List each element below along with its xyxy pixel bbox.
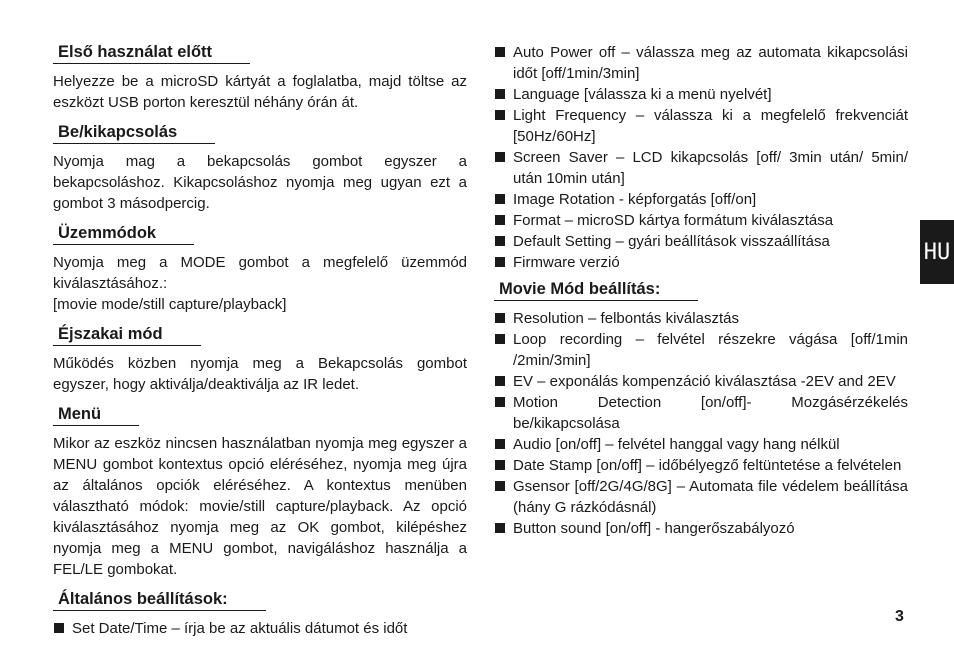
section-title-first-use: Első használat előtt — [53, 42, 250, 64]
list-item: Button sound [on/off] - hangerőszabályozó — [494, 518, 908, 539]
list-item: EV – exponálás kompenzáció kiválasztása -2EV and 2EV — [494, 371, 908, 392]
general-settings-list-left — [53, 618, 467, 639]
list-item: Loop recording – felvétel részekre vágása [off/1min /2min/3min] — [494, 329, 908, 371]
list-item: Set Date/Time – írja be az aktuális dátumot és időt — [53, 618, 467, 639]
language-tab: HU — [920, 220, 954, 284]
section-title-power: Be/kikapcsolás — [53, 122, 215, 144]
first-use-text: Helyezze be a microSD kártyát a foglalatba, majd töltse az eszközt USB porton keresztül néhány órán át. — [53, 73, 467, 111]
list-item: Auto Power off – válassza meg az automata kikapcsolási időt [off/1min/3min] — [494, 42, 908, 84]
list-item: Default Setting – gyári beállítások visszaállítása — [494, 231, 908, 252]
right-column — [494, 42, 908, 545]
list-item: Motion Detection [on/off]- Mozgásérzékelés be/kikapcsolása — [494, 392, 908, 434]
menu-text: Mikor az eszköz nincsen használatban nyomja meg egyszer a MENU gombot kontextus opció eléréséhez, nyomja meg újra az általános opciók eléréséhez. A kontextus menüben választható módok: movie/still capture/playback. Az opció kiválasztásához nyomja meg az OK gombot, kilépéshez nyomja meg a MENU gombot, navigáláshoz használja a FEL/LE gombokat. — [53, 435, 467, 578]
section-title-night-mode: Éjszakai mód — [53, 324, 201, 346]
modes-text-list: [movie mode/still capture/playback] — [53, 296, 287, 313]
movie-settings-list — [494, 308, 908, 539]
section-title-movie-settings: Movie Mód beállítás: — [494, 279, 698, 301]
page-number: 3 — [895, 608, 904, 625]
list-item: Date Stamp [on/off] – időbélyegző feltüntetése a felvételen — [494, 455, 908, 476]
modes-text-main: Nyomja meg a MODE gombot a megfelelő üzemmód kiválasztásához.: — [53, 254, 467, 292]
night-mode-text: Működés közben nyomja meg a Bekapcsolás gombot egyszer, hogy aktiválja/deaktiválja az IR ledet. — [53, 355, 467, 393]
section-title-menu: Menü — [53, 404, 139, 426]
power-text: Nyomja mag a bekapcsolás gombot egyszer a bekapcsoláshoz. Kikapcsoláshoz nyomja meg ugyan ezt a gombot 3 másodpercig. — [53, 153, 467, 212]
list-item: Light Frequency – válassza ki a megfelelő frekvenciát [50Hz/60Hz] — [494, 105, 908, 147]
list-item: Screen Saver – LCD kikapcsolás [off/ 3min után/ 5min/ után 10min után] — [494, 147, 908, 189]
modes-text — [53, 252, 467, 315]
section-title-modes: Üzemmódok — [53, 223, 194, 245]
general-settings-list-right — [494, 42, 908, 273]
left-column — [53, 42, 467, 645]
section-title-general-settings: Általános beállítások: — [53, 589, 266, 611]
list-item: Language [válassza ki a menü nyelvét] — [494, 84, 908, 105]
list-item: Firmware verzió — [494, 252, 908, 273]
list-item: Format – microSD kártya formátum kiválasztása — [494, 210, 908, 231]
list-item: Gsensor [off/2G/4G/8G] – Automata file védelem beállítása (hány G rázkódásnál) — [494, 476, 908, 518]
list-item: Resolution – felbontás kiválasztás — [494, 308, 908, 329]
list-item: Image Rotation - képforgatás [off/on] — [494, 189, 908, 210]
list-item: Audio [on/off] – felvétel hanggal vagy hang nélkül — [494, 434, 908, 455]
